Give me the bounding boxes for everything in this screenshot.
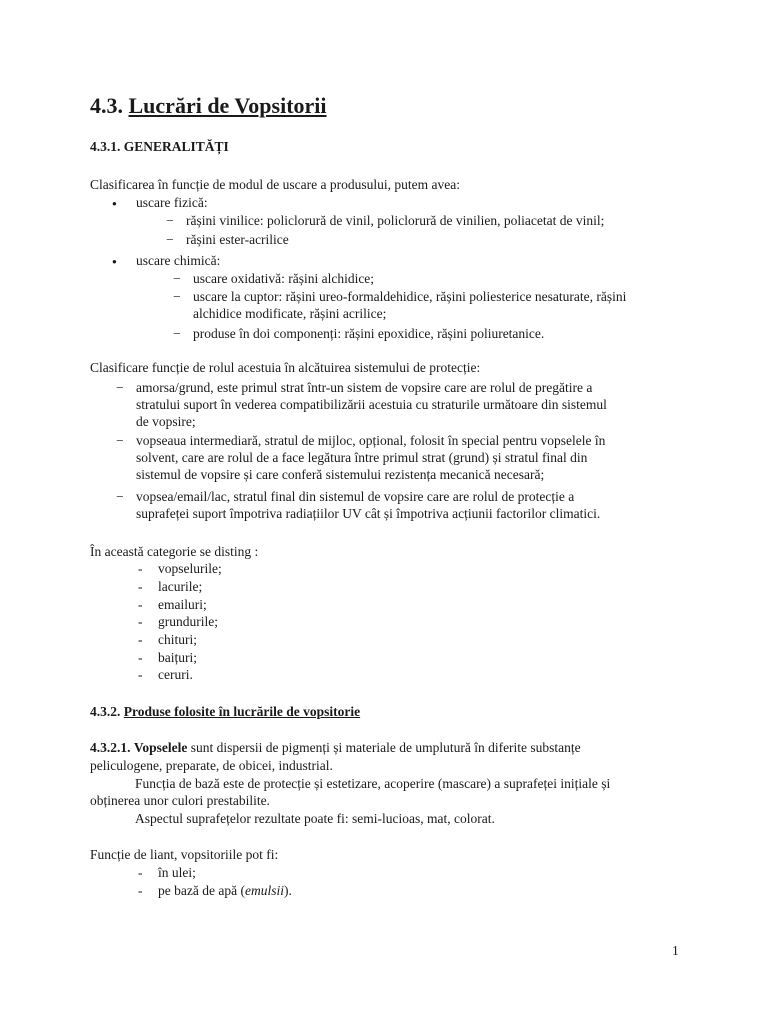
physical-item-1: − rășini vinilice: policlorură de vinil, policlorură de vinilien, poliacetat de vinil; — [166, 213, 605, 228]
paint-function-line-1: Funcția de bază este de protecție și estetizare, acoperire (mascare) a suprafeței inițiale și — [135, 776, 611, 791]
category-intro: În această categorie se disting : — [90, 544, 259, 559]
chapter-title — [90, 93, 327, 119]
chemical-item-2: − uscare la cuptor: rășini ureo-formaldehidice, rășini poliesterice nesaturate, rășini — [173, 289, 627, 304]
chapter-title-text: Lucrări de Vopsitorii — [128, 93, 327, 118]
chemical-item-1: − uscare oxidativă: rășini alchidice; — [173, 271, 375, 286]
binder-item-water: - pe bază de apă (emulsii). — [138, 883, 292, 898]
role-classification-intro: Clasificare funcție de rolul acestuia în alcătuirea sistemului de protecție: — [90, 360, 481, 375]
category-item: - grundurile; — [138, 614, 218, 629]
role-item-final-coat: − vopsea/email/lac, stratul final din sistemul de vopsire care are rolul de protecție a suprafeței suport împotriva radiațiilor UV cât și împotriva acțiunii factorilor climatici. — [116, 489, 601, 521]
category-item: - ceruri. — [138, 667, 193, 682]
page-number: 1 — [672, 943, 679, 958]
category-item: - baițuri; — [138, 650, 197, 665]
paint-definition-line-2: peliculogene, preparate, de obicei, industrial. — [90, 758, 333, 773]
drying-classification-intro: Clasificarea în funcție de modul de uscare a produsului, putem avea: — [90, 177, 460, 192]
category-item: - lacurile; — [138, 579, 203, 594]
bullet-chemical-drying: ● uscare chimică: — [136, 252, 220, 269]
chapter-number: 4.3. — [90, 93, 123, 118]
bullet-physical-drying: ● uscare fizică: — [136, 194, 208, 211]
section-heading-431: 4.3.1. GENERALITĂȚI — [90, 139, 229, 154]
paint-function-line-2: obținerea unor culori prestabilite. — [90, 793, 270, 808]
binder-item-oil: - în ulei; — [138, 865, 196, 880]
chemical-item-2-cont: alchidice modificate, rășini acrilice; — [193, 306, 387, 321]
chemical-item-3: − produse în doi componenți: rășini epoxidice, rășini poliuretanice. — [173, 326, 545, 341]
section-heading-432: 4.3.2. Produse folosite în lucrările de vopsitorie — [90, 704, 361, 719]
role-item-intermediate: − vopseaua intermediară, stratul de mijloc, opțional, folosit în special pentru vopselele în solvent, care are rolul de a face legătura între primul strat (grund) și stratul final din sistemul de vopsire și care conferă sistemului rezistența mecanică necesară; — [116, 433, 606, 482]
physical-item-2: − rășini ester-acrilice — [166, 232, 289, 247]
paint-aspect: Aspectul suprafețelor rezultate poate fi: semi-lucioas, mat, colorat. — [135, 811, 495, 826]
role-item-primer: − amorsa/grund, este primul strat într-un sistem de vopsire care are rolul de pregătire a stratului suport în vederea compatibilizării acestuia cu straturile următoare din sistemul de vopsire; — [116, 380, 607, 429]
binder-intro: Funcție de liant, vopsitoriile pot fi: — [90, 847, 279, 862]
category-item: - emailuri; — [138, 597, 207, 612]
category-item: - vopselurile; — [138, 561, 222, 576]
category-item: - chituri; — [138, 632, 197, 647]
paint-definition-line-1: 4.3.2.1. Vopselele sunt dispersii de pigmenți și materiale de umplutură în diferite substanțe — [90, 740, 581, 755]
